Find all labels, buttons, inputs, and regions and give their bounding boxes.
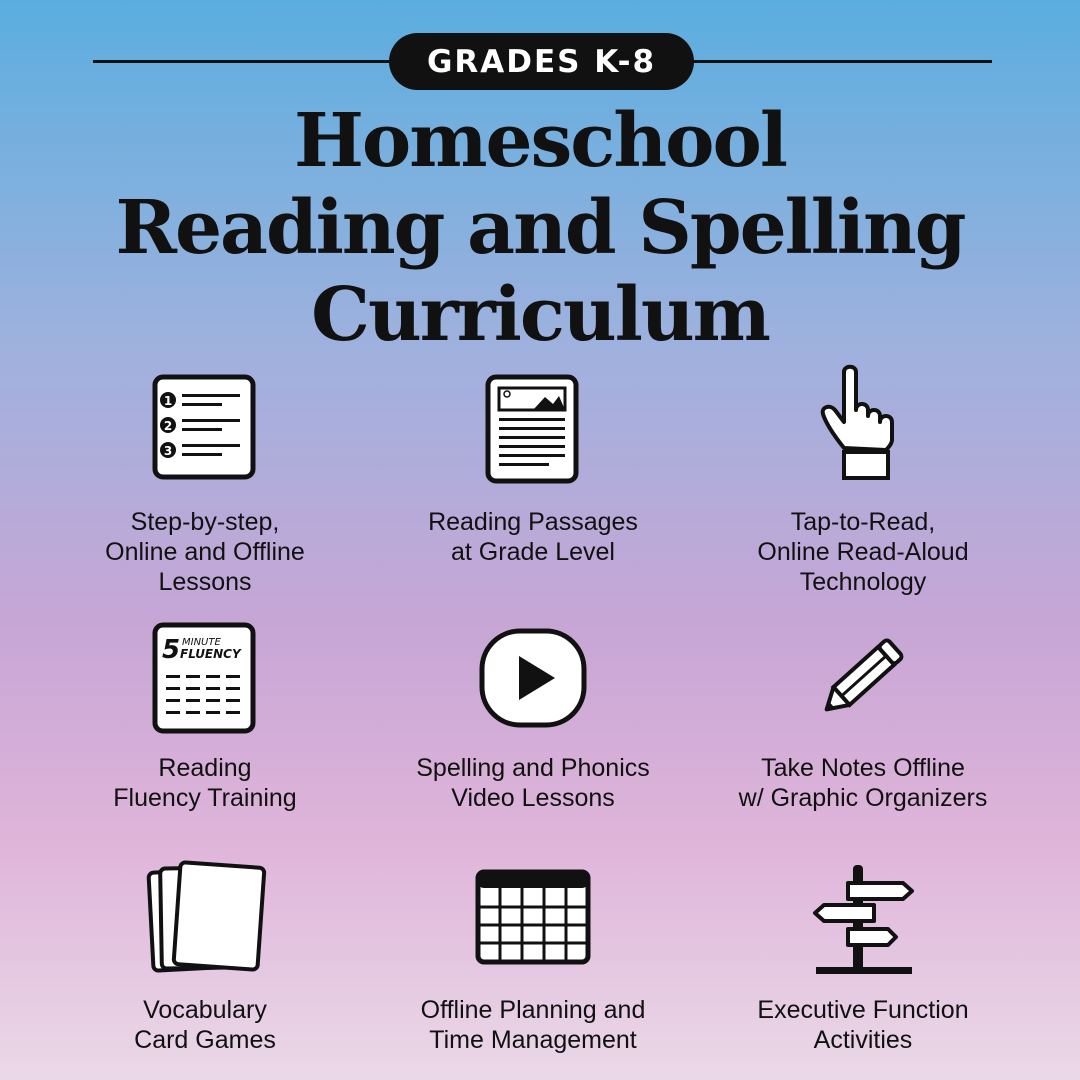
feature-label [40,995,370,1055]
feature-label [698,507,1028,597]
fluency-number: 5 [162,635,181,665]
title-line: Reading and Spelling [115,185,965,271]
pencil-icon [813,632,913,724]
page-title [0,98,1080,359]
numbered-list-icon [150,372,260,482]
fluency-minute: MINUTE [182,637,221,648]
label-line: Fluency Training [113,784,297,812]
cards-icon [143,859,268,974]
header-rule-right [666,60,992,63]
label-line: at Grade Level [451,538,615,566]
svg-text:2: 2 [163,419,173,433]
label-line: Tap-to-Read, [790,508,936,536]
header-rule-left [93,60,413,63]
label-line: w/ Graphic Organizers [738,784,988,812]
label-line: Executive Function [757,996,969,1024]
fluency-word: FLUENCY [180,647,241,661]
grade-badge: GRADES K-8 [389,33,694,90]
label-line: Reading [158,754,252,782]
calendar-grid-icon [473,867,593,967]
reading-passage-icon [483,372,583,487]
label-line: Time Management [429,1026,637,1054]
label-line: Reading Passages [428,508,638,536]
play-button-icon[interactable] [477,626,589,730]
feature-label [368,995,698,1055]
label-line: Vocabulary [143,996,267,1024]
feature-label [698,995,1028,1055]
label-line: Offline Planning and [420,996,646,1024]
label-line: Video Lessons [451,784,615,812]
label-line: Technology [799,568,927,596]
label-line: Take Notes Offline [761,754,965,782]
label-line: Activities [813,1026,913,1054]
title-line: Curriculum [311,272,769,358]
label-line: Spelling and Phonics [416,754,650,782]
label-line: Online Read-Aloud [757,538,969,566]
feature-label [40,753,370,813]
label-line: Lessons [158,568,252,596]
label-line: Step-by-step, [130,508,280,536]
feature-label [368,753,698,813]
pointing-hand-icon [818,362,908,484]
signpost-icon [808,855,918,980]
svg-text:3: 3 [163,444,173,458]
feature-label [40,507,370,597]
feature-label [368,507,698,567]
feature-label [698,753,1028,813]
svg-text:1: 1 [163,394,173,408]
label-line: Online and Offline [105,538,305,566]
fluency-sheet-icon [150,620,260,735]
label-line: Card Games [134,1026,276,1054]
title-line: Homeschool [293,98,786,184]
